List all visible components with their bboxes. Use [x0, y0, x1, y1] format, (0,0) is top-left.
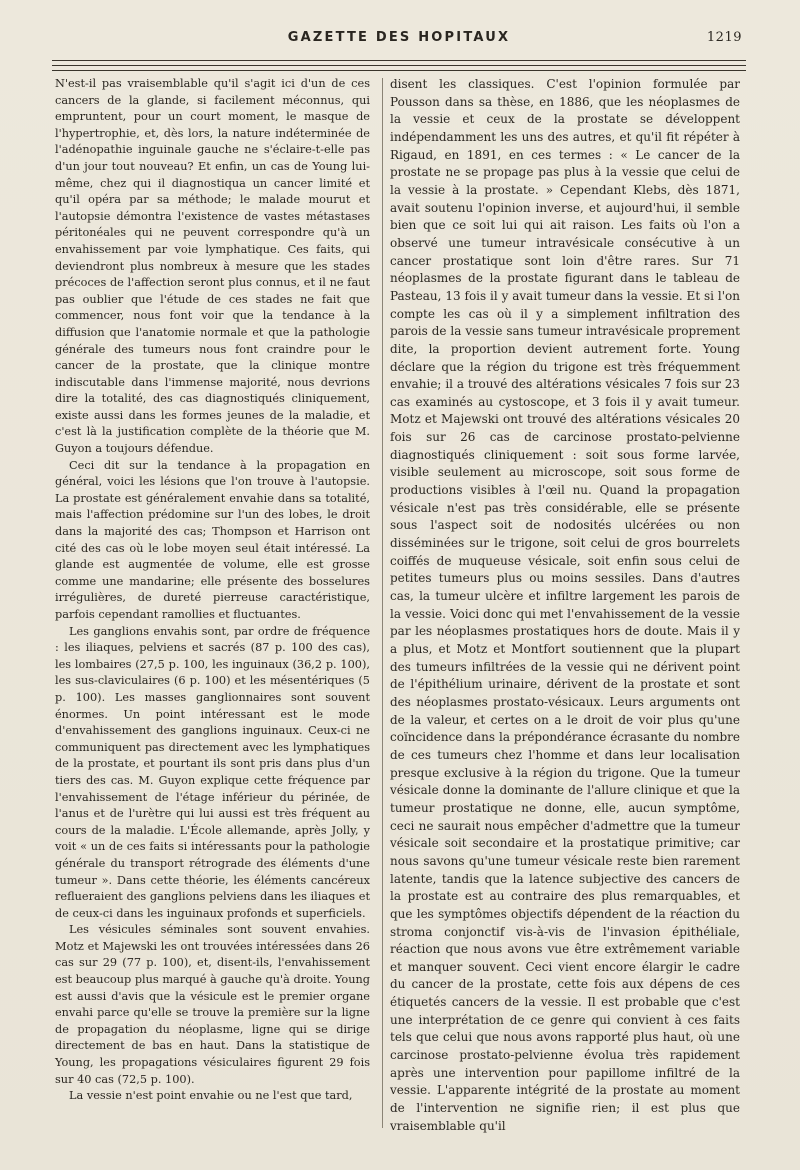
header-rule	[52, 70, 746, 71]
paragraph: Les ganglions envahis sont, par ordre de fréquence : les iliaques, pelviens et sacrés (87 p. 100 des cas), les lombaires (27,5 p. 100, les inguinaux (36,2 p. 100), les sus-claviculaires (6 p. 100) et les mésentériques (5 p. 100). Les masses ganglionnaires sont souvent énormes. Un point intéressant est le mode d'envahissement des ganglions inguinaux. Ceux-ci ne communiquent pas directement avec les lymphatiques de la prostate, et pourtant ils sont pris dans plus d'un tiers des cas. M. Guyon explique cette fréquence par l'envahissement de l'étage inférieur du périnée, de l'anus et de l'urètre qui lui aussi est très fréquent au cours de la maladie. L'École allemande, après Jolly, y voit « un de ces faits si intéressants pour la pathologie générale du transport rétrograde des éléments d'une tumeur ». Dans cette théorie, les éléments cancéreux reflueraient des ganglions pelviens dans les iliaques et de ceux-ci dans les inguinaux profonds et superficiels.	[55, 624, 370, 920]
page-header	[52, 30, 746, 52]
page-number: 1219	[706, 30, 742, 45]
paragraph: La vessie n'est point envahie ou ne l'est que tard,	[69, 1089, 353, 1103]
paragraph: Les vésicules séminales sont souvent envahies. Motz et Majewski les ont trouvées intéressées dans 26 cas sur 29 (77 p. 100), et, disent-ils, l'envahissement est beaucoup plus marqué à gauche qu'à droite. Young est aussi d'avis que la vésicule est le premier organe envahi parce qu'elle se trouve la première sur la ligne de propagation du néoplasme, ligne qui se dirige directement de bas en haut. Dans la statistique de Young, les propagations vésiculaires figurent 29 fois sur 40 cas (72,5 p. 100).	[55, 923, 370, 1086]
paragraph: disent les classiques. C'est l'opinion formulée par Pousson dans sa thèse, en 1886, que les néoplasmes de la vessie et ceux de la prostate se développent indépendamment les uns des autres, et qu'il fit répéter à Rigaud, en 1891, en ces termes : « Le cancer de la prostate ne se propage pas plus à la vessie que celui de la vessie à la prostate. » Cependant Klebs, dès 1871, avait soutenu l'opinion inverse, et aujourd'hui, il semble bien que ce soit lui qui ait raison. Les faits où l'on a observé une tumeur intravésicale consécutive à un cancer prostatique sont loin d'être rares. Sur 71 néoplasmes de la prostate figurant dans le tableau de Pasteau, 13 fois il y avait tumeur dans la vessie. Et si l'on compte les cas où il y a simplement infiltration des parois de la vessie sans tumeur intravésicale proprement dite, la proportion devient autrement forte. Young déclare que la région du trigone est très fréquemment envahie; il a trouvé des altérations vésicales 7 fois sur 23 cas examinés au cystoscope, et 3 fois il y avait tumeur. Motz et Majewski ont trouvé des altérations vésicales 20 fois sur 26 cas de carcinose prostato-pelvienne diagnostiqués cliniquement : soit sous forme larvée, visible seulement au microscope, soit sous forme de productions visibles à l'œil nu. Quand la propagation vésicale n'est pas très considérable, elle se présente sous l'aspect soit de nodosités ulcérées ou non disséminées sur le trigone, soit celui de gros bourrelets coiffés de muqueuse vésicale, soit enfin sous celui de petites tumeurs plus ou moins sessiles. Dans d'autres cas, la tumeur ulcère et infiltre largement les parois de la vessie. Voici donc qui met l'envahissement de la vessie par les néoplasmes prostatiques hors de doute. Mais il y a plus, et Motz et Montfort soutiennent que la plupart des tumeurs infiltrées de la vessie qui ne dérivent point de l'épithélium urinaire, dérivent de la prostate et sont des néoplasmes prostato-vésicaux. Leurs arguments ont de la valeur, et certes on a le droit de voir plus qu'une coïncidence dans la prépondérance écrasante du nombre de ces tumeurs chez l'homme et dans leur localisation presque exclusive à la région du trigone. Que la tumeur vésicale donne la dominante de l'allure clinique et que la tumeur prostatique ne donne, elle, aucun symptôme, ceci ne saurait nous empêcher d'admettre que la tumeur vésicale soit secondaire et la prostatique primitive; car nous savons qu'une tumeur vésicale reste bien rarement latente, tandis que la latence subjective des cancers de la prostate est au contraire des plus remarquables, et que les symptômes objectifs dépendent de la réaction du stroma conjonctif vis-à-vis de l'invasion épithéliale, réaction que nous avons vue être extrêmement variable et manquer souvent. Ceci vient encore élargir le cadre du cancer de la prostate, cette fois aux dépens de ces étiquetés cancers de la vessie. Il est probable que c'est une interprétation de ce genre qui convient à ces faits tels que celui que nous avons rapporté plus haut, où une carcinose prostato-pelvienne évolua très rapidement après une intervention pour papillome infiltré de la vessie. L'apparente intégrité de la prostate au moment de l'intervention ne signifie rien; il est plus que vraisemblable qu'il	[390, 77, 740, 1133]
right-column	[390, 76, 740, 1135]
publication-title: GAZETTE DES HOPITAUX	[287, 30, 511, 45]
left-column	[55, 76, 370, 1105]
header-rule	[52, 65, 746, 66]
paragraph: N'est-il pas vraisemblable qu'il s'agit ici d'un de ces cancers de la glande, si facilement méconnus, qui empruntent, pour un court moment, le masque de l'hypertrophie, et, dès lors, la nature indéterminée de l'adénopathie inguinale gauche ne s'éclaire-t-elle pas d'un jour tout nouveau? Et enfin, un cas de Young lui-même, chez qui il diagnostiqua un cancer limité et qu'il opéra par sa méthode; le malade mourut et l'autopsie démontra l'existence de vastes métastases péritonéales qui ne peuvent correspondre qu'à un envahissement par voie lymphatique. Ces faits, qui deviendront plus nombreux à mesure que les stades précoces de l'affection seront plus connus, et il ne faut pas oublier que l'étude de ces stades ne fait que commencer, nous font voir que la tendance à la diffusion que l'anatomie normale et que la pathologie générale des tumeurs nous font craindre pour le cancer de la prostate, que la clinique montre indiscutable dans l'immense majorité, nous devrions dire la totalité, des cas diagnostiqués cliniquement, existe aussi dans les formes jeunes de la maladie, et c'est là la justification complète de la théorie que M. Guyon a toujours défendue.	[55, 77, 370, 456]
header-rule	[52, 60, 746, 61]
column-divider	[382, 78, 383, 1128]
paragraph: Ceci dit sur la tendance à la propagation en général, voici les lésions que l'on trouve à l'autopsie. La prostate est généralement envahie dans sa totalité, mais l'affection prédomine sur l'un des lobes, le droit dans la majorité des cas; Thompson et Harrison ont cité des cas où le lobe moyen seul était intéressé. La glande est augmentée de volume, elle est grosse comme une mandarine; elle présente des bosselures irrégulières, de dureté pierreuse caractéristique, parfois cependant ramollies et fluctuantes.	[55, 458, 370, 621]
